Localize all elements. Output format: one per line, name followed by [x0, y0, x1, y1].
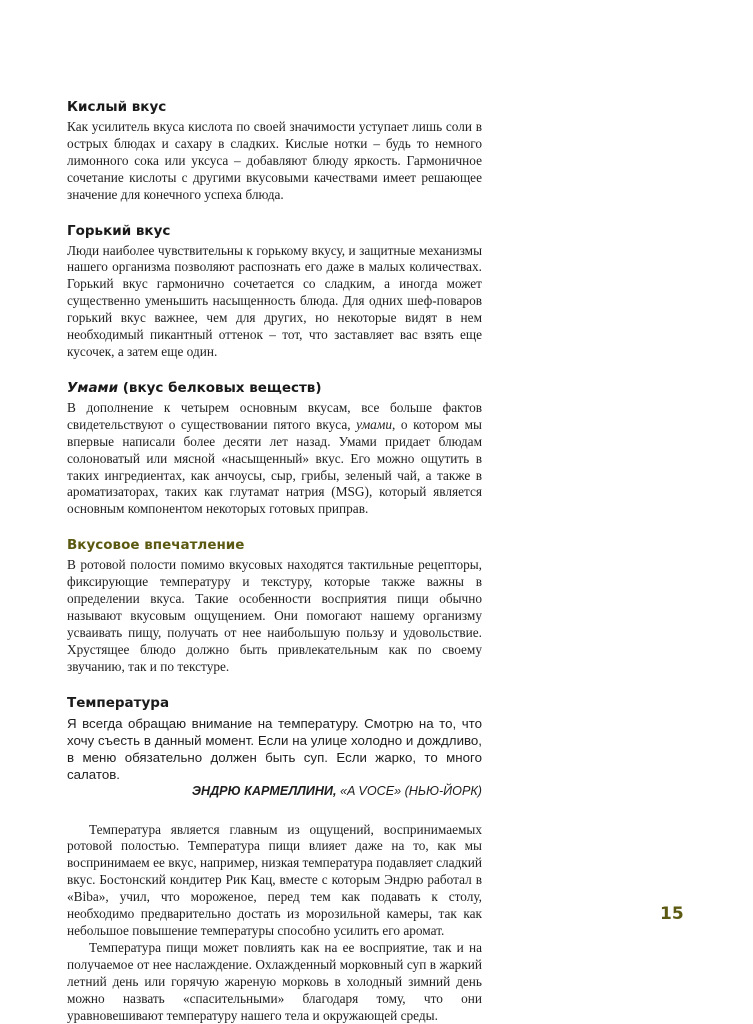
paragraph-sour: Как усилитель вкуса кислота по своей значимости уступает лишь соли в острых блюдах и сахару в сладких. Кислые нотки – будь то немного лимонного сока или уксуса – добавляют блюду яркость. Гармоничное сочетание кислоты с другими вкусовыми качествами имеет решающее значение для конечного успеха блюда.	[67, 119, 482, 202]
section-temperature	[67, 694, 482, 1024]
section-umami	[67, 379, 482, 518]
page-content	[67, 98, 482, 1024]
heading-temperature: Температура	[67, 694, 170, 711]
heading-impression: Вкусовое впечатление	[67, 537, 245, 554]
paragraph-temperature-2: Температура пищи может повлиять как на ее восприятие, так и на получаемое от нее наслаждение. Охлажденный морковный суп в жаркий летний день или горячую жареную морковь в холодный зимний день можно назвать «спасительными» благодаря тому, что они уравновешивают температуру нашего тела и окружающей среды.	[67, 939, 482, 1023]
heading-sour: Кислый вкус	[67, 99, 167, 115]
heading-bitter: Горький вкус	[67, 222, 171, 239]
section-impression	[67, 536, 482, 675]
umami-text-after: , о котором мы впервые написали более десяти лет назад. Умами придает блюдам солоноватый или мясной «насыщенный» вкус. Его можно ощутить в таких ингредиентах, как анчоусы, сыр, грибы, зеленый чай, а также в ароматизаторах, таких как глутамат натрия (MSG), который является основным компонентом некоторых готовых приправ.	[67, 416, 482, 517]
heading-umami	[67, 379, 482, 397]
section-sour	[67, 98, 482, 204]
section-bitter	[67, 222, 482, 361]
page-number: 15	[660, 904, 684, 924]
paragraph-impression: В ротовой полости помимо вкусовых находятся тактильные рецепторы, фиксирующие температуру и текстуру, которые также важны в определении вкуса. Такие особенности восприятия пищи обычно называют вкусовым ощущением. Они помогают нашему организму усваивать пищу, получать от нее наибольшую пользу и удовольствие. Хрустящее блюдо должно быть привлекательным как по своему звучанию, так и по текстуре.	[67, 557, 482, 674]
paragraph-temperature-1: Температура является главным из ощущений, воспринимаемых ротовой полостью. Температура пищи влияет даже на то, как мы воспринимаем ее вкус, например, низкая температура подавляет сладкий вкус. Бостонский кондитер Рик Кац, вместе с которым Эндрю работал в «Biba», учил, что мороженое, перед тем как подавать к столу, необходимо предварительно достать из морозильной камеры, так как небольшое повышение температуры способно усилить его аромат.	[67, 821, 482, 938]
heading-umami-italic: Умами	[67, 379, 119, 396]
umami-text-italic: умами	[356, 416, 392, 432]
paragraph-umami	[67, 400, 482, 518]
quote-author: ЭНДРЮ КАРМЕЛЛИНИ,	[191, 783, 337, 798]
quote-text: Я всегда обращаю внимание на температуру. Смотрю на то, что хочу съесть в данный момент. Если на улице холодно и дождливо, в меню обязательно должен быть суп. Если жарко, то много салатов.	[67, 715, 482, 782]
heading-umami-rest: (вкус белковых веществ)	[118, 379, 322, 396]
quote-place: «A VOCE» (НЬЮ-ЙОРК)	[336, 783, 482, 798]
umami-text-before: В дополнение к четырем основным вкусам, все больше фактов свидетельствуют о существовании пятого вкуса,	[67, 399, 482, 432]
quote-attribution	[67, 783, 482, 800]
paragraph-bitter: Люди наиболее чувствительны к горькому вкусу, и защитные механизмы нашего организма позволяют распознать его даже в малых количествах. Горький вкус гармонично сочетается со сладким, а иногда может существенно уменьшить насыщенность блюда. Для одних шеф-поваров горький вкус важнее, чем для других, но некоторые видят в нем необходимый пикантный оттенок – тот, что заставляет вас взять еще кусочек, а затем еще один.	[67, 242, 482, 359]
